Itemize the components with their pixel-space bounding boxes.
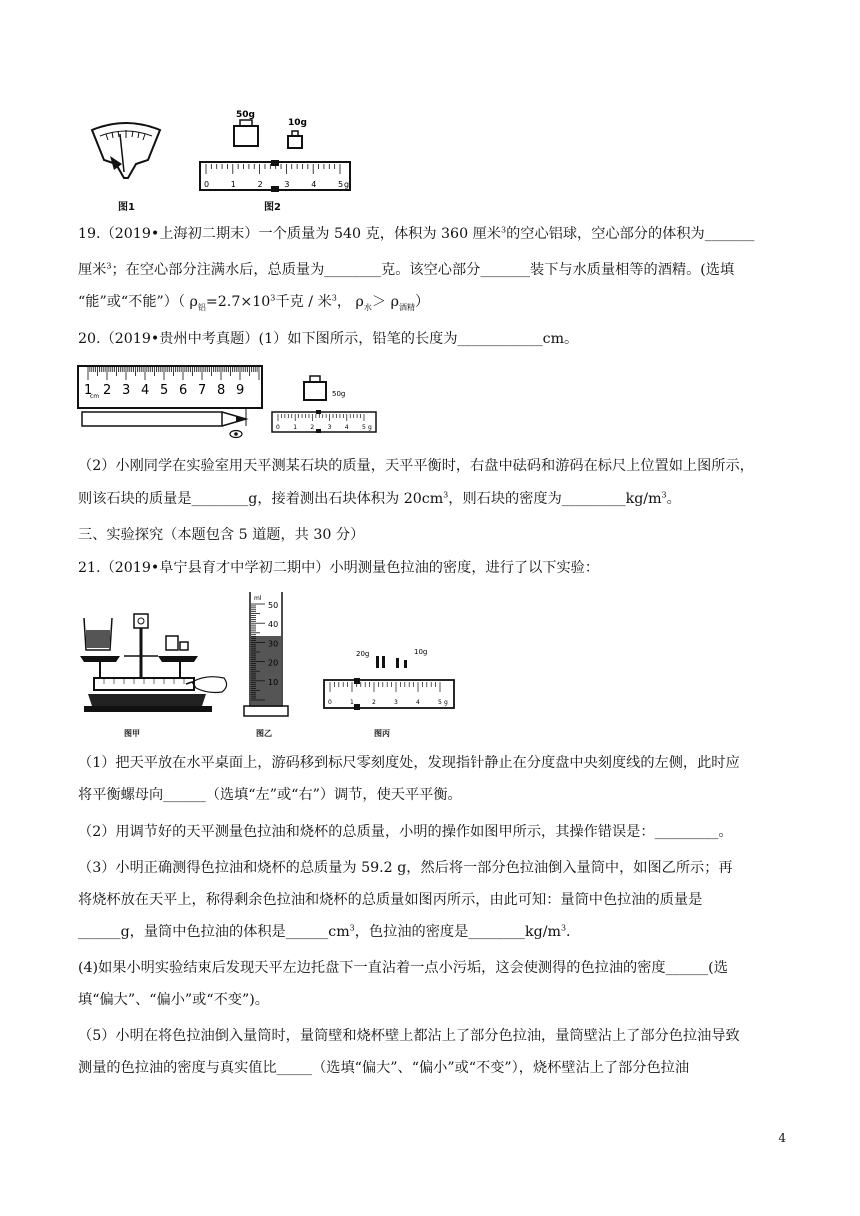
cylinder-tick-label: 40 bbox=[268, 620, 279, 630]
q20-part2-line1: （2）小刚同学在实验室用天平测某石块的质量，天平平衡时，右盘中砝码和游码在标尺上位置如上图所示， bbox=[78, 458, 754, 474]
scale-unit-label: g bbox=[344, 180, 350, 189]
weight-10g bbox=[396, 658, 399, 668]
scale-tick-label: 5 bbox=[362, 424, 366, 431]
weight-50g bbox=[234, 126, 258, 146]
scale-tick-label: 3 bbox=[394, 699, 398, 706]
scale-tick-label: 4 bbox=[311, 180, 317, 189]
fig-bing-caption: 图丙 bbox=[374, 729, 390, 738]
page-number: 4 bbox=[778, 1131, 786, 1145]
q21-p1-line2: 将平衡螺母向______（选填“左”或“右”）调节，使天平平衡。 bbox=[78, 787, 462, 803]
scale-tick-label: 4 bbox=[416, 699, 420, 706]
q20-line1: 20.（2019•贵州中考真题）(1）如下图所示，铅笔的长度为____________cm。 bbox=[78, 331, 579, 347]
ruler-tick-label: 7 bbox=[198, 383, 207, 398]
scale-tick-label: 2 bbox=[310, 424, 315, 431]
ruler-tick-label: 1 bbox=[84, 383, 93, 398]
scale-unit-label: g bbox=[368, 424, 372, 431]
q20-part2-line2: 则该石块的质量是________g，接着测出石块体积为 $20cm^3$，则石块的密度为$\_\_\_\_\_\_\_\_\_kg/m^3$。 bbox=[78, 490, 681, 507]
ruler-tick-label: 3 bbox=[122, 383, 131, 398]
q21-p5-line2: 测量的色拉油的密度与真实值比_____（选填“偏大”、“偏小”或“不变”），烧杯壁沾上了部分色拉油 bbox=[78, 1060, 690, 1076]
q21-p3-line2: 将烧杯放在天平上，称得剩余色拉油和烧杯的总质量如图丙所示，由此可知：量筒中色拉油的质量是 bbox=[78, 892, 703, 908]
ruler-tick-label: 8 bbox=[217, 383, 226, 398]
weight-50g bbox=[304, 382, 326, 400]
scale-tick-label: 5 bbox=[438, 699, 442, 706]
section-3-heading: 三、实验探究（本题包含 5 道题，共 30 分） bbox=[78, 527, 365, 543]
q21-p4-line1: (4)如果小明实验结束后发现天平左边托盘下一直沾着一点小污垢，这会使测得的色拉油的密度______(选 bbox=[78, 960, 728, 976]
scale-tick-label: 1 bbox=[230, 180, 236, 189]
ruler-tick-label: 9 bbox=[236, 383, 245, 398]
q20-scale-figure bbox=[270, 368, 380, 434]
scale-tick-label: 3 bbox=[327, 424, 332, 431]
figure-1-caption: 图1 bbox=[118, 202, 135, 213]
ruler-tick-label: 5 bbox=[160, 383, 169, 398]
scale-tick-label: 2 bbox=[257, 180, 263, 189]
q21-figure-jia-balance bbox=[76, 596, 236, 728]
q21-figure-bing-scale bbox=[322, 642, 458, 714]
scale-tick-label: 1 bbox=[293, 424, 298, 431]
ruler-tick-label: 6 bbox=[179, 383, 188, 398]
ruler-unit-label: cm bbox=[90, 393, 100, 400]
figure-2-caption: 图2 bbox=[264, 202, 281, 213]
beam-scale bbox=[200, 162, 350, 190]
cylinder-tick-label: 10 bbox=[268, 677, 279, 687]
scale-tick-label: 0 bbox=[204, 180, 210, 189]
q19-line2: 厘米$^3$；在空心部分注满水后，总质量为________克。该空心部分_______装下与水质量相等的酒精。(选填 bbox=[78, 261, 735, 278]
scale-tick-label: 0 bbox=[276, 424, 280, 431]
weight-10g bbox=[288, 136, 302, 148]
q21-figure-yi-cylinder bbox=[240, 588, 292, 724]
q19-line1: 19.（2019•上海初二期末）一个质量为 540 克，体积为 360 厘米$^3$的空心铝球，空心部分的体积为_______ bbox=[78, 225, 755, 242]
fig-jia-caption: 图甲 bbox=[124, 729, 140, 738]
scale-tick-label: 0 bbox=[328, 699, 332, 706]
cylinder-tick-label: 50 bbox=[268, 601, 279, 610]
figure-1-balance-dial bbox=[88, 120, 164, 182]
scale-unit-label: g bbox=[444, 699, 448, 706]
weight-10g-label: 10g bbox=[288, 118, 307, 128]
scale-tick-label: 3 bbox=[284, 180, 290, 189]
cylinder-tick-label: 20 bbox=[268, 658, 279, 668]
svg-text:ml: ml bbox=[254, 595, 262, 602]
q21-p2-line1: （2）用调节好的天平测量色拉油和烧杯的总质量，小明的操作如图甲所示，其操作错误是：_________。 bbox=[78, 824, 733, 840]
scale-tick-label: 1 bbox=[350, 699, 354, 706]
scale-tick-label: 5 bbox=[338, 180, 344, 189]
q21-p1-line1: （1）把天平放在水平桌面上，游码移到标尺零刻度处，发现指针静止在分度盘中央刻度线的左侧，此时应 bbox=[78, 755, 740, 771]
q21-line1: 21.（2019•阜宁县育才中学初二期中）小明测量色拉油的密度，进行了以下实验： bbox=[78, 560, 600, 576]
weight-50g-label: 50g bbox=[236, 110, 255, 120]
q21-p3-line3: ______g，量筒中色拉油的体积是$\_\_\_\_\_\_cm^3$，色拉油的密度是$\_\_\_\_\_\_\_\_kg/m^3$. bbox=[78, 923, 571, 940]
weight-20g bbox=[376, 656, 379, 668]
weight-50g-label: 50g bbox=[332, 390, 346, 398]
cylinder-tick-label: 30 bbox=[268, 639, 279, 649]
q21-p4-line2: 填“偏大”、“偏小”或“不变”)。 bbox=[78, 992, 269, 1008]
q21-p5-line1: （5）小明在将色拉油倒入量筒时，量筒壁和烧杯壁上都沾上了部分色拉油，量筒壁沾上了部分色拉油导致 bbox=[78, 1028, 740, 1044]
fig-yi-caption: 图乙 bbox=[256, 729, 272, 738]
figure-2-scale-weights bbox=[196, 106, 356, 196]
q21-p3-line1: （3）小明正确测得色拉油和烧杯的总质量为 59.2 g，然后将一部分色拉油倒入量筒中，如图乙所示；再 bbox=[78, 860, 733, 876]
q20-ruler-pencil-figure bbox=[76, 364, 266, 440]
scale-tick-label: 4 bbox=[344, 424, 349, 431]
weight-10g-label: 10g bbox=[414, 648, 428, 656]
weight-20g-label: 20g bbox=[356, 650, 370, 658]
ruler-tick-label: 4 bbox=[141, 383, 150, 398]
q19-line3: “能”或“不能”）（ $\rho_铝=2.7\times 10^3$千克 / 米$^3$， $\rho_水> \rho_{酒精}$） bbox=[78, 293, 430, 312]
scale-tick-label: 2 bbox=[372, 699, 376, 706]
ruler-tick-label: 2 bbox=[103, 383, 112, 398]
pencil bbox=[82, 412, 222, 426]
